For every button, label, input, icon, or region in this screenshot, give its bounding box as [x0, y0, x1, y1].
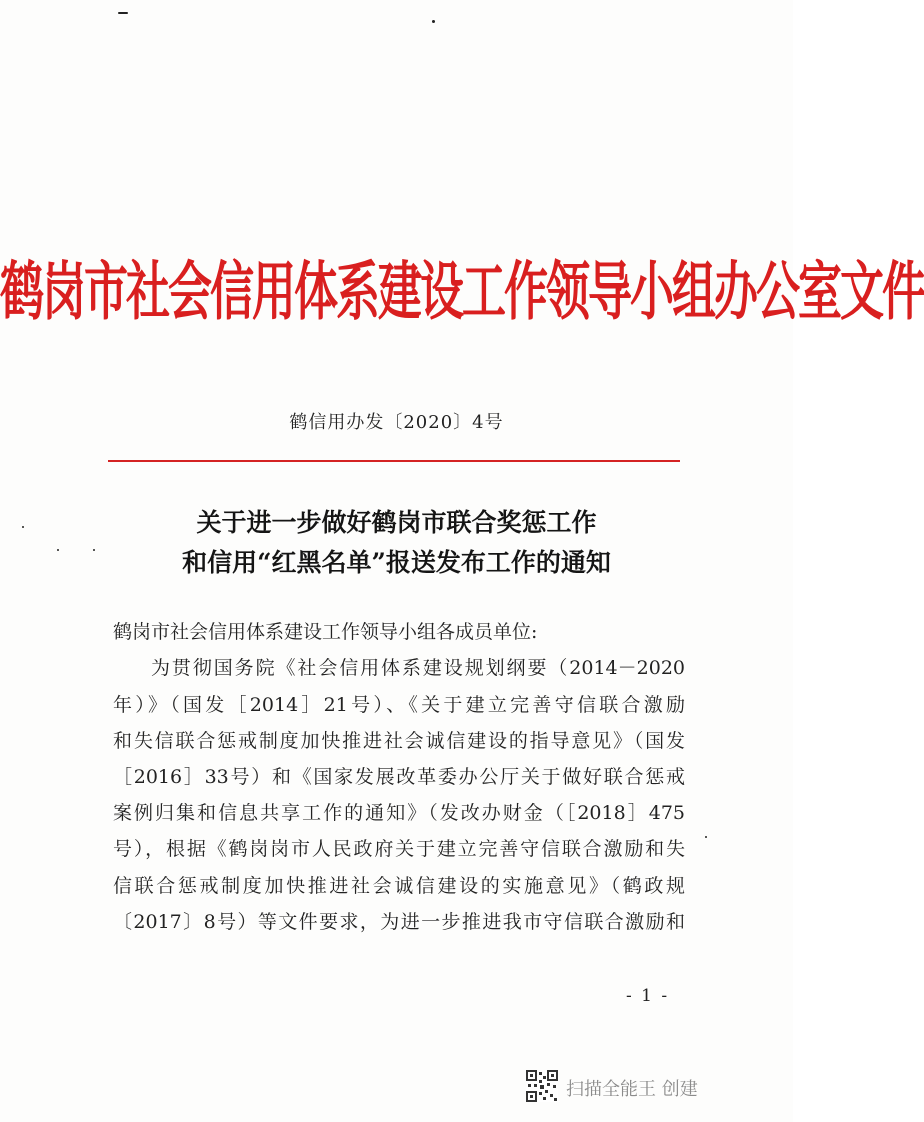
body-line: 〔2017〕8号）等文件要求，为进一步推进我市守信联合激励和	[113, 911, 685, 933]
issuer-header: 鹤岗市社会信用体系建设工作领导小组办公室文件	[0, 255, 924, 330]
salutation: 鹤岗市社会信用体系建设工作领导小组各成员单位:	[113, 621, 538, 643]
body-line: 和失信联合惩戒制度加快推进社会诚信建设的指导意见》（国发	[113, 730, 685, 752]
page-number: - 1 -	[626, 986, 670, 1006]
scan-speck	[705, 836, 707, 838]
document-title-line-1: 关于进一步做好鹤岗市联合奖惩工作	[196, 508, 597, 537]
body-line: ［2016］33号）和《国家发展改革委办公厅关于做好联合惩戒	[113, 766, 685, 788]
scanner-watermark	[526, 1071, 698, 1105]
document-number: 鹤信用办发〔2020〕4号	[289, 412, 504, 433]
body-line: 信联合惩戒制度加快推进社会诚信建设的实施意见》（鹤政规	[113, 875, 685, 897]
body-line: 号），根据《鹤岗岗市人民政府关于建立完善守信联合激励和失	[113, 838, 685, 860]
scan-speck	[432, 20, 435, 23]
body-line: 案例归集和信息共享工作的通知》（发改办财金（［2018］475	[113, 802, 685, 824]
scan-speck	[118, 12, 128, 14]
qr-code-icon	[526, 1070, 558, 1106]
document-title-line-2: 和信用“红黑名单”报送发布工作的通知	[182, 548, 611, 577]
red-separator-line	[108, 460, 680, 462]
body-line: 年）》（国发［2014］21号）、《关于建立完善守信联合激励	[113, 694, 685, 716]
watermark-text: 扫描全能王 创建	[566, 1079, 698, 1100]
body-line: 为贯彻国务院《社会信用体系建设规划纲要（2014－2020	[151, 657, 685, 679]
